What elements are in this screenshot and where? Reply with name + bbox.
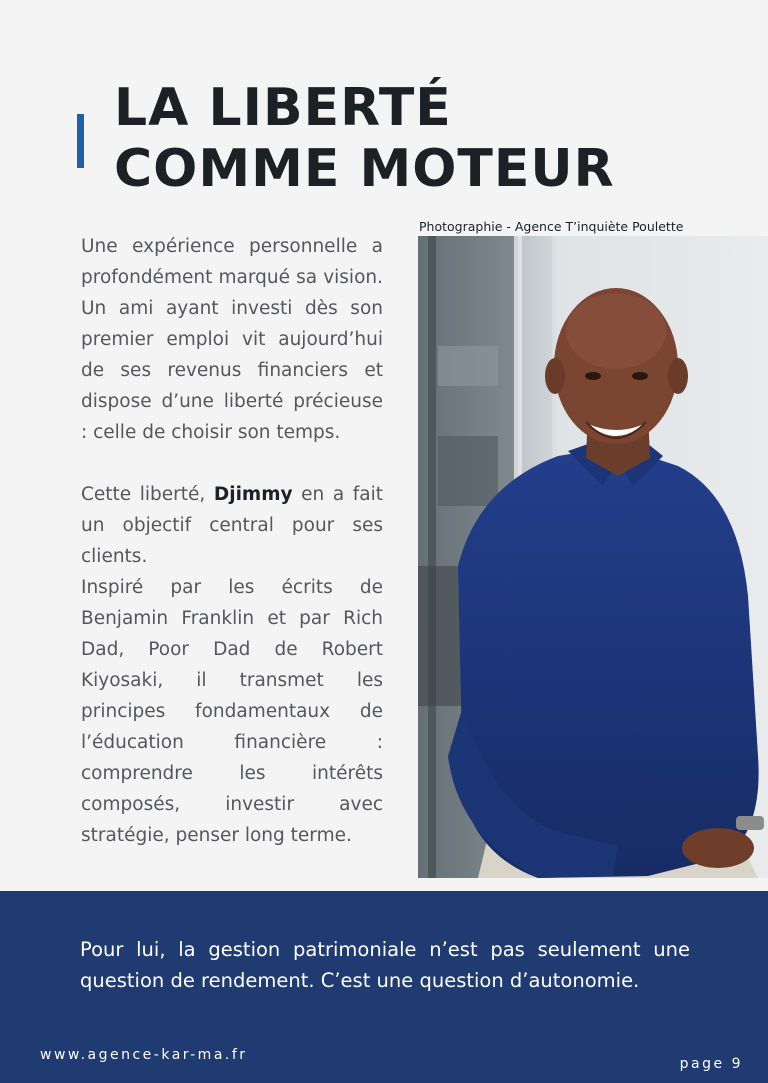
paragraph-2 [81,479,383,572]
portrait-photo [418,236,768,878]
paragraph-3: Inspiré par les écrits de Benjamin Franklin et par Rich Dad, Poor Dad de Robert Kiyosaki, il transmet les principes fondamentaux de l’éducation financière : comprendre les intérêts composés, investir avec stratégie, penser long terme. [81,577,383,846]
paragraph-1: Une expérience personnelle a profondément marqué sa vision. Un ami ayant investi dès son premier emploi vit aujourd’hui de ses revenus financiers et dispose d’une liberté précieuse : celle de choisir son temps. [81,236,383,443]
client-name: Djimmy [213,484,293,505]
banner-quote: Pour lui, la gestion patrimoniale n’est pas seulement une question de rendement. C’est une question d’autonomie. [80,938,690,992]
paragraph-2-after: en a fait un objectif central pour ses clients. [81,484,383,567]
title-line-2: COMME MOTEUR [114,139,615,199]
body-text [81,231,383,851]
page-number: page 9 [679,1056,743,1072]
photo-credit: Photographie - Agence T’inquiète Poulette [419,219,684,234]
page-title [114,78,615,200]
title-line-1: LA LIBERTÉ [114,78,452,138]
paragraph-2-before: Cette liberté, [81,484,214,505]
portrait-illustration [418,236,768,878]
footer-website-link[interactable]: www.agence-kar-ma.fr [40,1047,248,1063]
title-accent-bar [77,114,84,168]
